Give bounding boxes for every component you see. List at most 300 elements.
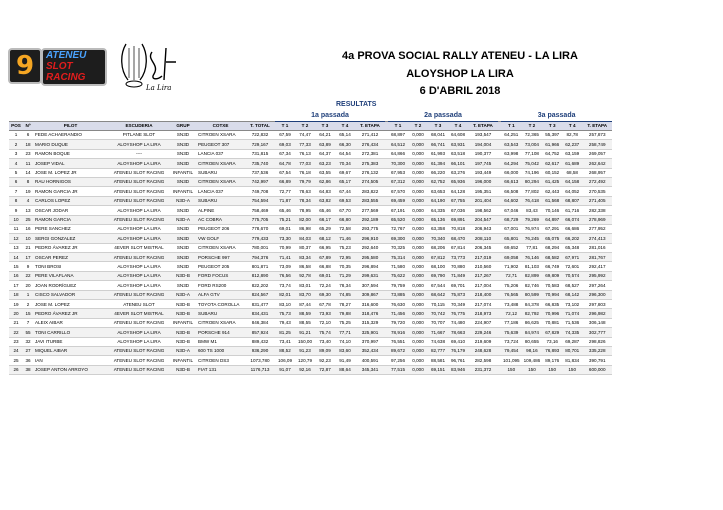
logo-line-2: SLOT [46,61,73,72]
table-row [9,262,612,271]
table-cell: SN3D [170,243,196,252]
table-cell: 271,405 [582,196,612,205]
table-cell: 0,000 [408,290,428,299]
table-cell: 742,997 [245,177,275,186]
table-cell: 79,269 [522,215,543,224]
table-cell: 0,000 [408,149,428,158]
table-cell: 217,267 [468,271,498,280]
table-cell: 64,752 [542,149,562,158]
column-header: T. ETAPA [355,122,385,131]
table-cell: 70,34 [335,159,355,168]
table-cell: 76,418 [522,196,543,205]
table-cell: 83,10 [275,300,295,309]
table-cell: 69,410 [448,337,468,346]
column-header: T. TOTAL [245,122,275,131]
table-cell: 1 [23,290,33,299]
table-cell: 38 [23,365,33,374]
table-cell: ATENEU SLOT RACING [108,196,170,205]
table-cell: SN3D [170,149,196,158]
table-cell: 73,885 [388,290,408,299]
column-header: T 3 [315,122,335,131]
table-cell: JOSEP ANTON ARROYO [33,365,108,374]
column-header: Nº [23,122,33,131]
table-cell: 65,075 [542,234,562,243]
table-cell: 67,814 [448,243,468,252]
table-cell: 9 [23,262,33,271]
table-cell: SN3D [170,159,196,168]
table-cell: 69,891 [448,215,468,224]
table-cell: 64,190 [428,196,448,205]
table-cell: 89,176 [542,356,562,365]
table-cell: 92,16 [295,365,315,374]
table-cell: 257,873 [582,131,612,140]
table-cell: 74,335 [562,328,582,337]
table-cell: PEUGEOT 307 [196,140,245,149]
table-cell: ALOYSHOP LA LIRA [108,234,170,243]
table-cell: 64,54 [335,149,355,158]
table-cell: 66,30 [335,140,355,149]
column-header: T 4 [448,122,468,131]
table-cell: 70,35 [335,262,355,271]
table-cell: CITROEN XSARA [196,177,245,186]
table-cell: ALOYSHOP LA LIRA [108,159,170,168]
table-cell: 262,642 [582,159,612,168]
table-cell: SERGI GONZALEZ [33,234,108,243]
table-cell: 0,000 [408,177,428,186]
table-cell: 18 [23,140,33,149]
table-cell: 295,580 [355,253,385,262]
table-cell: 64,335 [428,206,448,215]
table-cell: SN3D [170,177,196,186]
table-cell: 64,866 [388,149,408,158]
table-cell: 316,600 [355,300,385,309]
table-cell: 81,25 [275,328,295,337]
page-date: 6 D'ABRIL 2018 [419,85,501,97]
table-cell: 77,802 [522,187,543,196]
header-logos [8,40,186,96]
table-cell: 61,993 [428,149,448,158]
table-cell: 281,016 [582,243,612,252]
table-cell: 65,17 [335,177,355,186]
table-cell: 73,41 [275,337,295,346]
table-cell: N3D-A [170,196,196,205]
table-cell: INFANTIL [170,187,196,196]
table-cell: 70,340 [428,234,448,243]
table-cell: 67,312 [388,177,408,186]
table-cell: N3D-B [170,328,196,337]
table-cell: 61,568 [542,196,562,205]
table-cell: 801,871 [245,262,275,271]
table-cell: 75,639 [501,328,522,337]
table-cell: SUBARU [196,309,245,318]
table-cell: 23 [9,337,23,346]
table-cell: 76,630 [388,300,408,309]
table-cell: 600,000 [582,365,612,374]
table-cell: 27 [23,346,33,355]
table-cell: 70,818 [448,224,468,233]
table-cell: 775,705 [245,215,275,224]
column-header: T 2 [295,122,315,131]
page-subtitle: ALOYSHOP LA LIRA [406,68,514,80]
table-cell: 13 [9,243,23,252]
column-header: T 1 [275,122,295,131]
table-cell: 67,78 [315,300,335,309]
table-cell: 749,708 [245,187,275,196]
table-cell: IAN [33,356,108,365]
table-cell: 67,291 [542,224,562,233]
table-cell: FEDE ACHAERANDIO [33,131,108,140]
table-cell: 206,943 [468,224,498,233]
table-cell: PORSCHE 997 [196,253,245,262]
table-cell: 77,186 [501,318,522,327]
table-cell: 217,074 [468,300,498,309]
table-cell: OSCAR JODAR [33,206,108,215]
table-cell: 73,30 [275,234,295,243]
table-cell: 150 [501,365,522,374]
table-cell: TONI BROSI [33,262,108,271]
table-cell: 69,058 [501,253,522,262]
table-cell: 91,23 [295,346,315,355]
table-cell: 89,09 [315,346,335,355]
table-cell: 71,456 [388,309,408,318]
table-cell: 297,264 [582,281,612,290]
table-cell: 778,670 [245,224,275,233]
table-cell: 67,812 [428,253,448,262]
table-cell: 0,000 [408,234,428,243]
table-cell: 86,625 [522,318,543,327]
table-cell: 67,036 [448,206,468,215]
table-cell: 66,101 [448,159,468,168]
table-cell: 73,488 [501,300,522,309]
table-cell: 65,936 [448,177,468,186]
table-cell: 74,85 [335,290,355,299]
table-cell: 65,136 [428,215,448,224]
table-cell: 296,300 [582,290,612,299]
table-cell: 74,638 [428,337,448,346]
table-cell: 65,348 [562,243,582,252]
table-cell: 70,881 [542,318,562,327]
table-cell: 67,544 [428,281,448,290]
table-cell: 72,767 [388,224,408,233]
logo-line-1: ATENEU [46,50,87,61]
table-cell: N3D-B [170,300,196,309]
table-cell: 83,70 [295,290,315,299]
table-cell: PEUGEOT 206 [196,224,245,233]
table-row [9,365,612,374]
table-cell: 82,746 [522,281,543,290]
table-cell: 68,041 [428,131,448,140]
table-row [9,177,612,186]
table-cell: 269,057 [582,149,612,158]
table-cell: 120,79 [295,356,315,365]
table-cell: 73,102 [562,300,582,309]
table-cell: 936,290 [245,346,275,355]
table-cell: 370,997 [355,337,385,346]
table-cell: 97,256 [388,356,408,365]
table-cell: 292,417 [582,262,612,271]
table-cell: 210,560 [468,262,498,271]
table-cell: RAU HORNIGOS [33,177,108,186]
table-cell: 79,759 [388,281,408,290]
table-cell: 67,89 [315,253,335,262]
table-cell: 14 [23,168,33,177]
table-cell: 0,000 [408,328,428,337]
table-cell: 77,03 [295,159,315,168]
table-cell: 14 [9,253,23,262]
table-cell: PERE SANCHEZ [33,224,108,233]
table-cell: 79,43 [275,318,295,327]
table-cell: SN3D [170,281,196,290]
table-cell: 735,740 [245,159,275,168]
table-row [9,290,612,299]
table-cell: LANCIA 037 [196,149,245,158]
table-cell: ALOYSHOP LA LIRA [108,224,170,233]
table-cell: 20 [23,281,33,290]
table-row [9,149,612,158]
table-cell: 0,000 [408,140,428,149]
table-cell: 201,404 [468,196,498,205]
table-cell: 345,341 [355,365,385,374]
table-cell: 68,897 [388,131,408,140]
table-cell: FORD RS200 [196,281,245,290]
table-cell: 63,159 [562,149,582,158]
table-cell: 17 [23,253,33,262]
table-cell: 72,365 [522,131,543,140]
table-cell: 70,994 [542,290,562,299]
table-cell: 82,777 [428,346,448,355]
table-cell: 80,701 [562,346,582,355]
table-cell: 71,074 [562,309,582,318]
table-cell: MARIO DUQUE [33,140,108,149]
table-row [9,131,612,140]
table-cell: 75,042 [522,159,543,168]
table-cell: 67,001 [501,224,522,233]
table-cell: LANCIA 037 [196,187,245,196]
table-cell: 0,000 [408,187,428,196]
table-cell: 17 [9,281,23,290]
table-cell: ATENEU SLOT RACING [108,168,170,177]
table-cell: 79,79 [295,177,315,186]
table-cell: 62,86 [315,177,335,186]
table-cell: PITLANE SLOT [108,131,170,140]
table-cell: 190,377 [468,149,498,158]
table-cell: 64,294 [501,159,522,168]
table-cell: N3D-A [170,290,196,299]
table-cell: 229,246 [468,328,498,337]
table-cell: 0,000 [408,318,428,327]
table-cell: 71,902 [501,262,522,271]
table-cell: 106,09 [275,356,295,365]
table-cell: 76,551 [388,337,408,346]
table-row [9,140,612,149]
table-cell: 76,13 [295,149,315,158]
table-cell: 76,245 [522,234,543,243]
table-cell: 66,202 [562,234,582,243]
table-cell: 729,167 [245,140,275,149]
column-header: T 1 [388,122,408,131]
table-cell: 22 [9,328,23,337]
table-cell: 13 [23,206,33,215]
table-cell: 889,432 [245,337,275,346]
table-cell: ALOYSHOP LA LIRA [108,262,170,271]
table-cell: 63,518 [448,149,468,158]
table-cell: 88,59 [295,309,315,318]
table-row [9,159,612,168]
table-cell: 352,434 [355,346,385,355]
table-cell: CISCO SALVADOR [33,290,108,299]
table-cell: 16 [9,271,23,280]
table-cell: 61,966 [542,140,562,149]
table-cell: 87,44 [295,300,315,309]
table-cell: 72,95 [335,253,355,262]
table-cell: 82,899 [522,271,543,280]
table-cell: OSCAR PEREZ [33,253,108,262]
table-cell: ALOYSHOP LA LIRA [108,328,170,337]
table-cell: 69,151 [428,365,448,374]
table-cell: 22 [23,271,33,280]
table-cell: 76,146 [522,253,543,262]
table-cell: 61,425 [542,177,562,186]
table-cell: N3D-A [170,346,196,355]
table-cell: 276,434 [355,140,385,149]
table-cell: 63,82 [315,196,335,205]
table-cell: 98,16 [522,346,543,355]
table-cell: 69,701 [448,281,468,290]
table-cell: 293,775 [355,224,385,233]
table-cell: 217,004 [468,281,498,290]
table-cell: JOSEP VIDAL [33,159,108,168]
table-cell: 758,469 [245,206,275,215]
table-cell: 62,617 [542,159,562,168]
table-cell: 268,957 [582,168,612,177]
table-cell: 67,570 [388,187,408,196]
table-cell: 66,074 [562,215,582,224]
table-cell: 81,103 [522,262,543,271]
table-cell: 248,628 [468,346,498,355]
table-cell: 281,767 [582,253,612,262]
table-cell: 72,24 [315,281,335,290]
pass-2-label: 2a passada [388,110,498,122]
table-cell: 306,148 [582,318,612,327]
table-cell: 195,351 [468,187,498,196]
table-cell: 18 [9,290,23,299]
table-cell: 23 [23,149,33,158]
table-cell: 282,598 [468,356,498,365]
table-cell: 62,443 [542,187,562,196]
ateneu-logo-number: 9 [8,48,42,84]
table-cell: 1073,780 [245,356,275,365]
results-table [9,110,612,375]
table-cell: 2 [9,140,23,149]
table-cell: 75,21 [275,215,295,224]
table-cell: 282,338 [582,206,612,215]
table-cell: 4 [23,196,33,205]
table-cell: 88,52 [275,346,295,355]
table-row [9,196,612,205]
table-cell: ATENEU SLOT RACING [108,290,170,299]
table-cell: 10 [23,234,33,243]
table-cell: 204,547 [468,215,498,224]
table-cell: 73,773 [448,253,468,262]
column-header: T. ETAPA [582,122,612,131]
table-cell: 82,78 [562,131,582,140]
table-cell: 66,95 [315,243,335,252]
table-cell: 63,931 [448,140,468,149]
table-cell: 20 [9,309,23,318]
table-cell: 81,834 [562,356,582,365]
table-cell: VW GOLF [196,234,245,243]
table-cell: 218,973 [468,309,498,318]
table-cell: 88,55 [295,318,315,327]
table-cell: 67,755 [448,196,468,205]
table-cell: 67,971 [562,253,582,262]
table-cell: CARLOS LOPEZ [33,196,108,205]
table-cell: ATENEU SLOT RACING [108,365,170,374]
column-header: T 3 [428,122,448,131]
table-cell: 91,49 [335,356,355,365]
table-row [9,187,612,196]
table-cell: ATENEU SLOT RACING [108,346,170,355]
table-cell: 68,206 [428,243,448,252]
table-cell: 78,27 [335,300,355,309]
table-cell: 822,202 [245,281,275,290]
table-cell: 0,000 [408,196,428,205]
table-cell: 197,745 [468,159,498,168]
table-cell: FIAT 131 [196,365,245,374]
table-cell: 32 [23,337,33,346]
table-header-row [9,122,612,131]
table-cell: N3D-B [170,309,196,318]
table-cell: 296,982 [582,309,612,318]
table-cell: 101,095 [501,356,522,365]
table-cell: 1 [9,131,23,140]
table-cell: 5 [9,168,23,177]
table-cell: 66,686 [562,224,582,233]
table-cell: 812,890 [245,271,275,280]
table-cell: 78,34 [335,281,355,290]
table-cell: 63,358 [428,224,448,233]
table-cell: 63,89 [315,140,335,149]
table-cell: 4EVER SLOT MISTRAL [108,243,170,252]
table-cell: 0,000 [408,346,428,355]
table-cell: N3D-B [170,337,196,346]
table-cell: 61,689 [562,159,582,168]
table-cell: PEDRO ÁVAREZ JR [33,309,108,318]
table-cell: CITROEN XSARA [196,159,245,168]
table-cell: 73,724 [501,337,522,346]
table-cell: 69,30 [315,290,335,299]
table-cell: 71,849 [448,271,468,280]
table-cell: 16 [23,224,33,233]
table-cell: 150,00 [295,337,315,346]
table-cell: 0,000 [408,159,428,168]
table-cell: 73,09 [275,262,295,271]
table-cell: 69,67 [335,168,355,177]
table-cell: 150 [562,365,582,374]
table-cell: 86,58 [295,262,315,271]
table-cell: 219,609 [468,337,498,346]
table-cell: 731,815 [245,149,275,158]
table-cell: 25 [23,215,33,224]
column-header: PILOT [33,122,108,131]
table-cell: 64,158 [562,177,582,186]
table-cell: ATENEU SLOT RACING [108,253,170,262]
table-cell: 70,996 [542,309,562,318]
table-row [9,206,612,215]
table-cell: 109,486 [522,356,543,365]
table-cell: 68,470 [448,234,468,243]
table-cell: 66,741 [428,140,448,149]
